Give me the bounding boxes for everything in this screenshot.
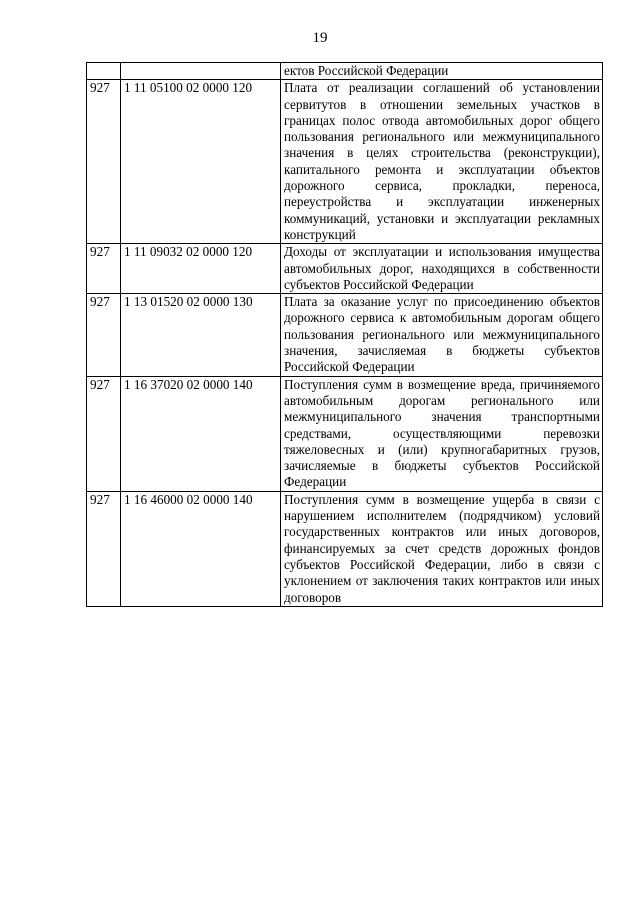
description-cell: Поступления сумм в возмещение ущерба в связи с нарушением исполнителем (подрядчиком) условий государственных контрактов или иных договоров, финансируемых за счет средств дорожных фондов субъектов Российской Федерации, либо в связи с уклонением от заключения таких контрактов или иных договоров xyxy=(281,491,603,606)
budget-code-cell: 1 11 05100 02 0000 120 xyxy=(121,80,281,244)
budget-code-cell: 1 11 09032 02 0000 120 xyxy=(121,244,281,294)
table-row xyxy=(87,376,603,491)
description-cell: Доходы от эксплуатации и использования имущества автомобильных дорог, находящихся в собственности субъектов Российской Федерации xyxy=(281,244,603,294)
revenue-codes-table xyxy=(86,62,603,607)
table-row xyxy=(87,294,603,376)
admin-code-cell: 927 xyxy=(87,244,121,294)
budget-code-cell: 1 16 37020 02 0000 140 xyxy=(121,376,281,491)
admin-code-cell: 927 xyxy=(87,376,121,491)
admin-code-cell: 927 xyxy=(87,294,121,376)
admin-code-cell: 927 xyxy=(87,491,121,606)
budget-code-cell: 1 16 46000 02 0000 140 xyxy=(121,491,281,606)
table-row xyxy=(87,63,603,80)
budget-code-cell: 1 13 01520 02 0000 130 xyxy=(121,294,281,376)
admin-code-cell xyxy=(87,63,121,80)
page-number: 19 xyxy=(312,30,328,46)
description-cell: ектов Российской Федерации xyxy=(281,63,603,80)
table-row xyxy=(87,491,603,606)
budget-code-cell xyxy=(121,63,281,80)
table-row xyxy=(87,244,603,294)
description-cell: Плата за оказание услуг по присоединению объектов дорожного сервиса к автомобильным дорогам общего пользования регионального или межмуниципального значения, зачисляемая в бюджеты субъектов Российской Федерации xyxy=(281,294,603,376)
description-cell: Поступления сумм в возмещение вреда, причиняемого автомобильным дорогам регионального или межмуниципального значения транспортными средствами, осуществляющими перевозки тяжеловесных и (или) крупногабаритных грузов, зачисляемые в бюджеты субъектов Российской Федерации xyxy=(281,376,603,491)
admin-code-cell: 927 xyxy=(87,80,121,244)
table-row xyxy=(87,80,603,244)
description-cell: Плата от реализации соглашений об установлении сервитутов в отношении земельных участков в границах полос отвода автомобильных дорог общего пользования регионального или межмуниципального значения в целях строительства (реконструкции), капитального ремонта и эксплуатации объектов дорожного сервиса, прокладки, переноса, переустройства и эксплуатации инженерных коммуникаций, установки и эксплуатации рекламных конструкций xyxy=(281,80,603,244)
